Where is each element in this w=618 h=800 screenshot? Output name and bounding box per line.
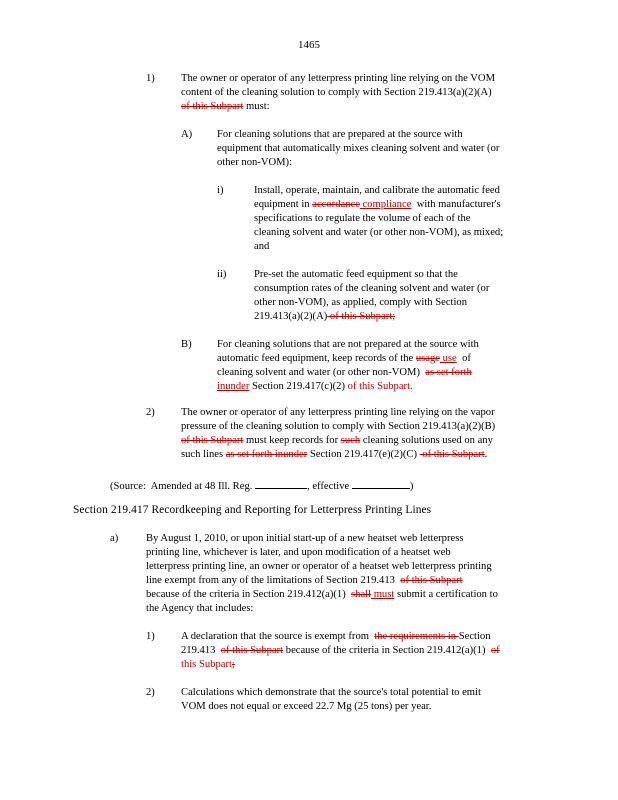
source-note: (Source: Amended at 48 Ill. Reg. , effective ) (110, 478, 530, 494)
item-1Ai-text: Install, operate, maintain, and calibrate the automatic feed equipment in accordance compliance with manufacturer's specifications to regulate the volume of each of the cleaning solvent and water (or other non-VOM), as mixed; and (254, 185, 504, 252)
blank-line (255, 478, 307, 489)
item-1-text: The owner or operator of any letterpress printing line relying on the VOM content of the cleaning solution to comply with Section 219.413(a)(2)(A) of this Subpart must: (181, 73, 496, 112)
blank-line (352, 478, 410, 489)
item-a1-label: 1) (146, 631, 155, 642)
item-1A-label: A) (181, 129, 193, 140)
item-a-label: a) (110, 533, 119, 544)
item-a1-text: A declaration that the source is exempt from the requirements in Section 219.413 of this Subpart because of the criteria in Section 219.412(a)(1) of this Subpart; (181, 631, 500, 670)
section-heading: Section 219.417 Recordkeeping and Reporting for Letterpress Printing Lines (73, 504, 432, 516)
item-a-text: By August 1, 2010, or upon initial start-up of a new heatset web letterpress printing line, whichever is later, and upon modification of a heatset web letterpress printing line, an owner or operator of a heatset web letterpress printing line exempt from any of the limitations of Section 219.413 of this Subpart because of the criteria in Section 219.412(a)(1) shall must submit a certification to the Agency that includes: (146, 533, 498, 614)
item-1B-text: For cleaning solutions that are not prepared at the source with automatic feed equipment, keep records of the usage use of cleaning solvent and water (or other non-VOM) as set forth inunder Section 219.417(c)(2) of this Subpart. (217, 339, 479, 392)
item-2-text: The owner or operator of any letterpress printing line relying on the vapor pressure of the cleaning solution to comply with Section 219.413(a)(2)(B) of this Subpart must keep records for such cleaning solutions used on any such lines as set forth inunder Section 219.417(e)(2)(C) of this Subpart. (181, 407, 496, 460)
item-1A-text: For cleaning solutions that are prepared at the source with equipment that automatically mixes cleaning solvent and water (or other non-VOM): (217, 129, 500, 168)
item-a2-text: Calculations which demonstrate that the source's total potential to emit VOM does not equal or exceed 22.7 Mg (25 tons) per year. (181, 687, 481, 712)
item-1-label: 1) (146, 73, 155, 84)
item-1Aii-label: ii) (217, 269, 227, 280)
item-1Aii-text: Pre-set the automatic feed equipment so that the consumption rates of the cleaning solvent and water (or other non-VOM), as applied, comply with Section 219.413(a)(2)(A) of this Subpart; (254, 269, 490, 322)
item-2-label: 2) (146, 407, 155, 418)
page-number: 1465 (298, 39, 320, 51)
item-1Ai-label: i) (217, 185, 224, 196)
item-a2-label: 2) (146, 687, 155, 698)
item-1B-label: B) (181, 339, 192, 350)
